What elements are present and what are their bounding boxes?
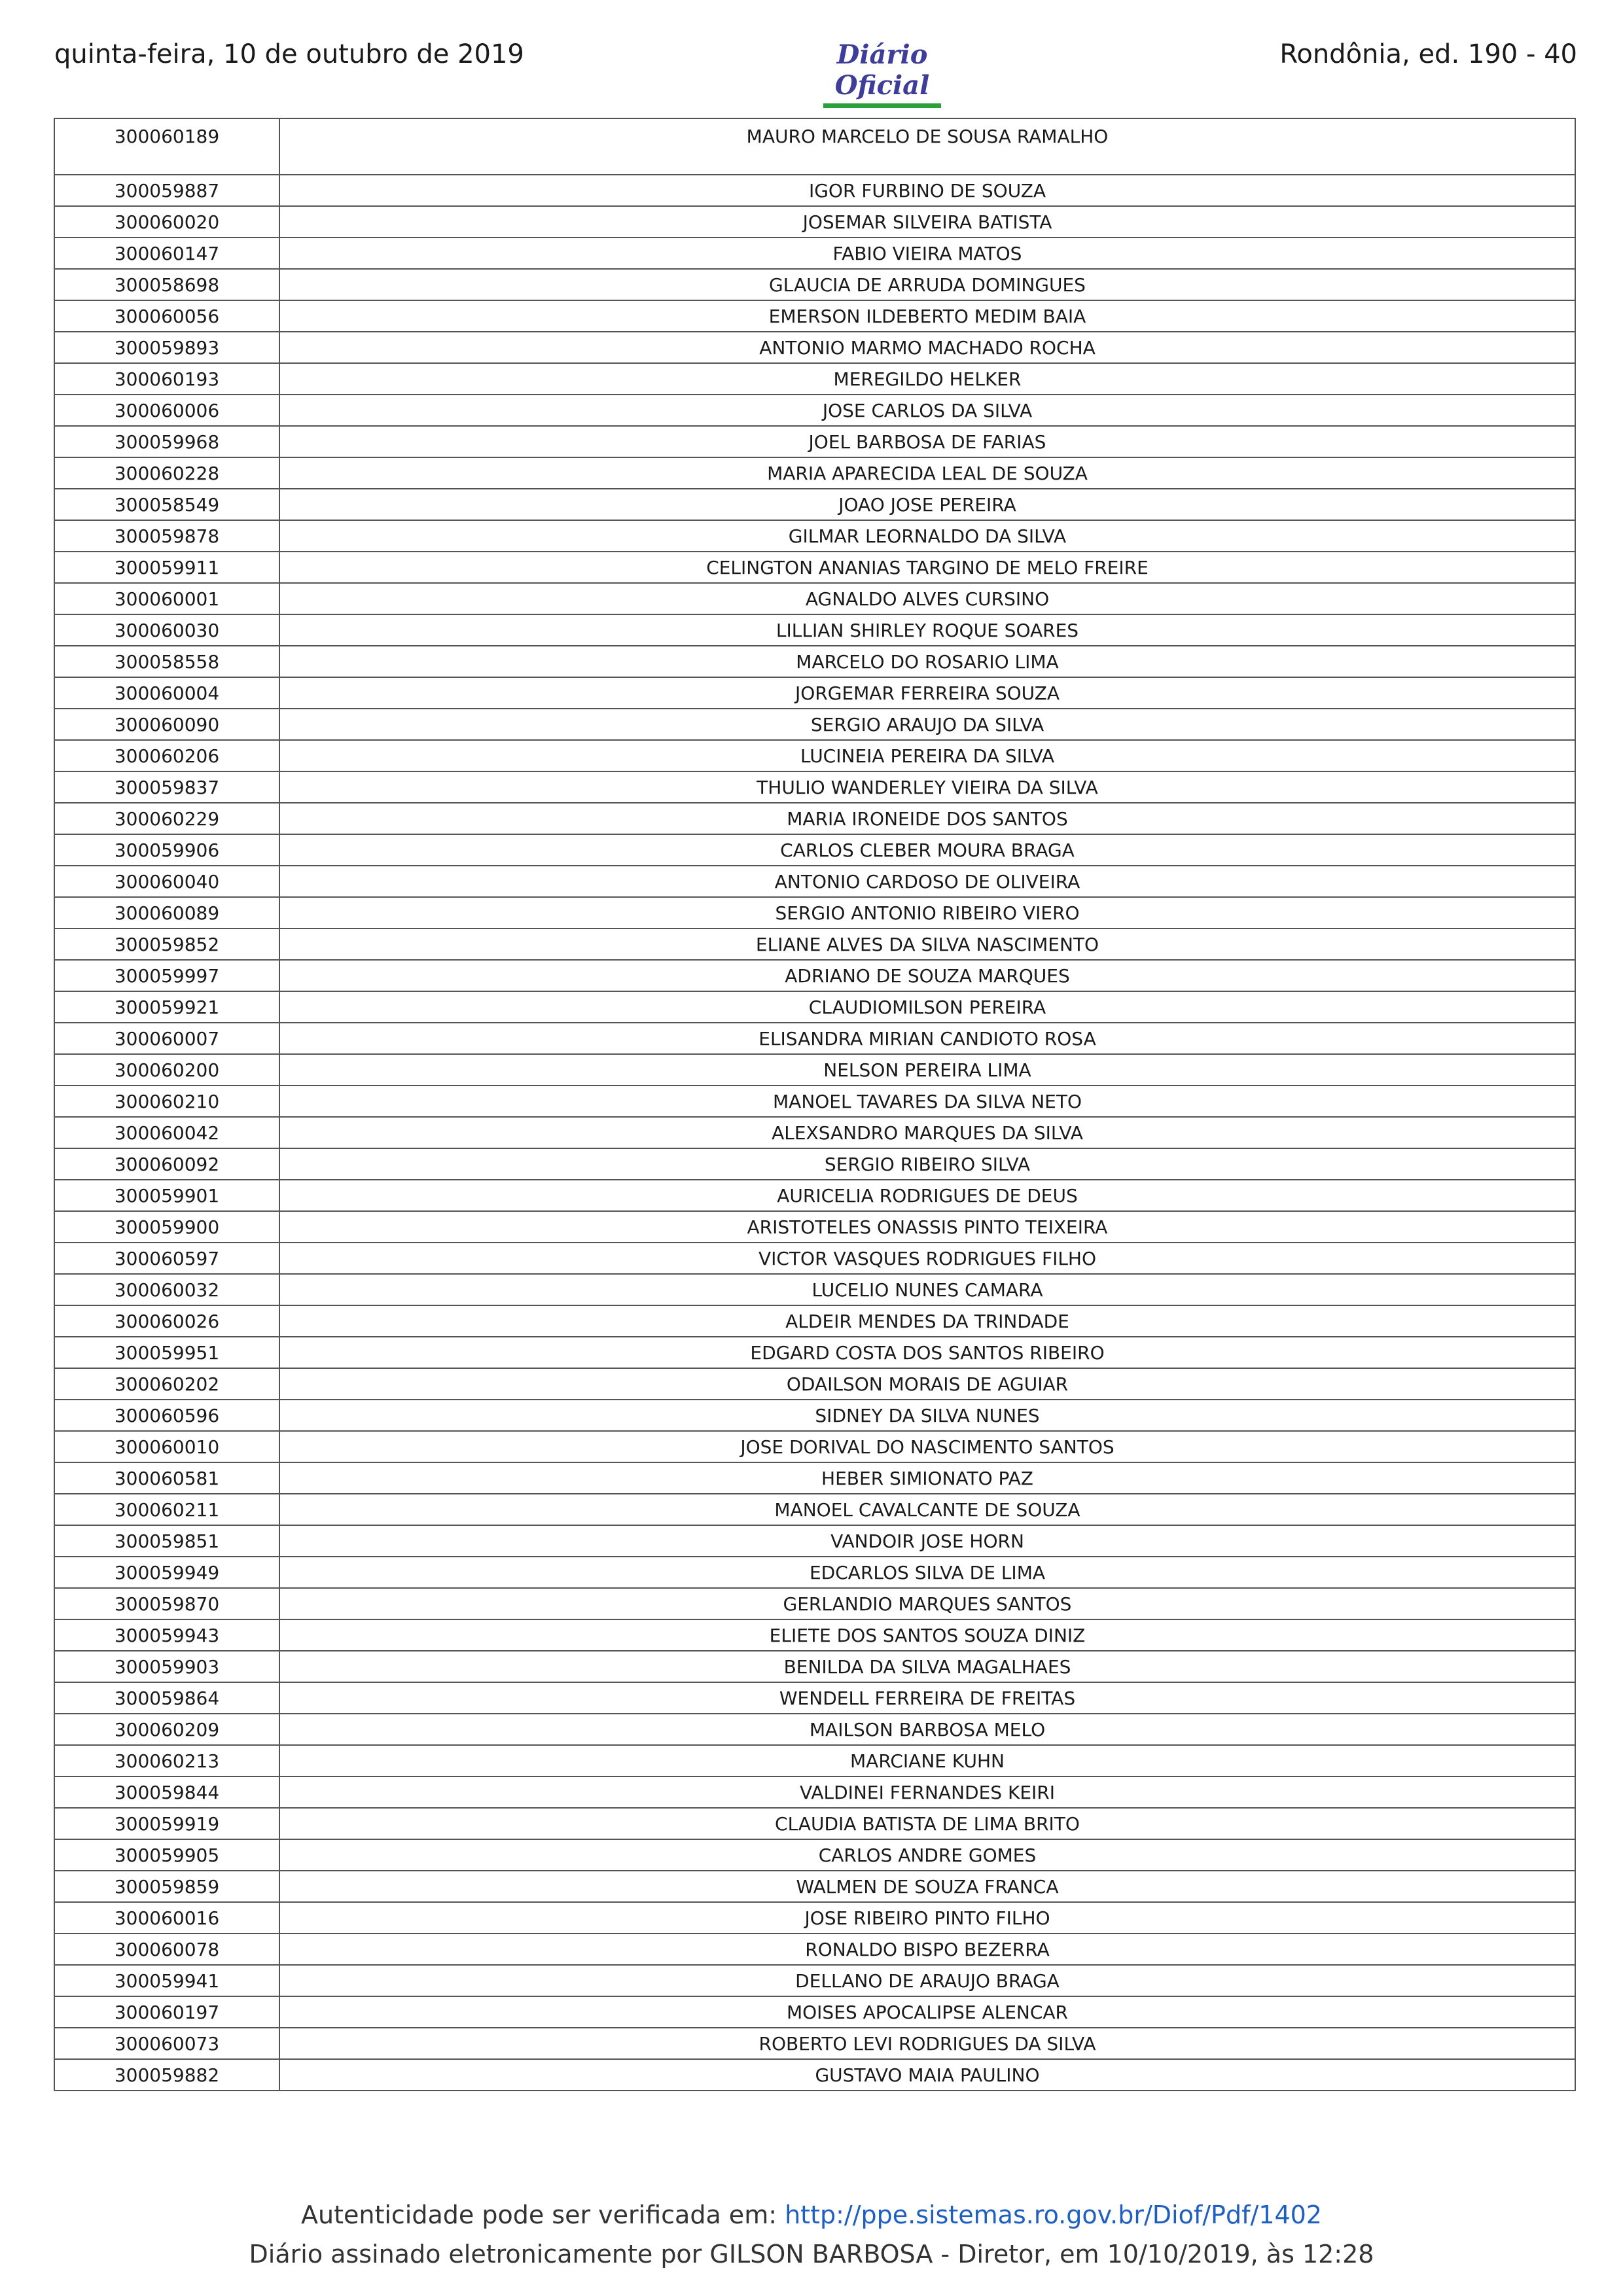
record-name-cell: BENILDA DA SILVA MAGALHAES (279, 1651, 1575, 1682)
record-name-cell: SERGIO RIBEIRO SILVA (279, 1148, 1575, 1180)
record-name-cell: LUCELIO NUNES CAMARA (279, 1274, 1575, 1305)
table-row (54, 1462, 1575, 1494)
record-name-cell: ELIETE DOS SANTOS SOUZA DINIZ (279, 1619, 1575, 1651)
record-id-cell: 300058549 (54, 489, 279, 520)
table-row (54, 1525, 1575, 1557)
record-name-cell: MAURO MARCELO DE SOUSA RAMALHO (279, 118, 1575, 175)
table-row (54, 897, 1575, 928)
table-row (54, 363, 1575, 395)
table-row (54, 1839, 1575, 1871)
table-row (54, 614, 1575, 646)
record-name-cell: ADRIANO DE SOUZA MARQUES (279, 960, 1575, 991)
record-id-cell: 300060206 (54, 740, 279, 771)
logo-text: Diário Oficial (834, 39, 930, 101)
record-name-cell: CELINGTON ANANIAS TARGINO DE MELO FREIRE (279, 552, 1575, 583)
record-name-cell: DELLANO DE ARAUJO BRAGA (279, 1965, 1575, 1996)
record-id-cell: 300059887 (54, 175, 279, 206)
table-row (54, 1368, 1575, 1400)
record-id-cell: 300059949 (54, 1557, 279, 1588)
record-id-cell: 300060210 (54, 1086, 279, 1117)
record-name-cell: JOAO JOSE PEREIRA (279, 489, 1575, 520)
record-name-cell: LUCINEIA PEREIRA DA SILVA (279, 740, 1575, 771)
record-id-cell: 300059852 (54, 928, 279, 960)
signature-line: Diário assinado eletronicamente por GILSON BARBOSA - Diretor, em 10/10/2019, às 12:28 (249, 2240, 1374, 2269)
record-id-cell: 300060189 (54, 118, 279, 175)
table-row (54, 1745, 1575, 1776)
record-id-cell: 300060197 (54, 1996, 279, 2028)
record-name-cell: VANDOIR JOSE HORN (279, 1525, 1575, 1557)
record-id-cell: 300060004 (54, 677, 279, 709)
table-row (54, 1274, 1575, 1305)
record-id-cell: 300060073 (54, 2028, 279, 2059)
record-name-cell: GILMAR LEORNALDO DA SILVA (279, 520, 1575, 552)
table-row (54, 269, 1575, 300)
table-row (54, 1871, 1575, 1902)
table-row (54, 1934, 1575, 1965)
record-name-cell: MARCIANE KUHN (279, 1745, 1575, 1776)
records-table-body (54, 118, 1575, 2091)
table-row (54, 866, 1575, 897)
record-id-cell: 300060597 (54, 1243, 279, 1274)
record-name-cell: CARLOS ANDRE GOMES (279, 1839, 1575, 1871)
record-id-cell: 300059906 (54, 834, 279, 866)
table-row (54, 646, 1575, 677)
page-footer (0, 2195, 1623, 2274)
record-name-cell: JOSE CARLOS DA SILVA (279, 395, 1575, 426)
record-name-cell: JOSE DORIVAL DO NASCIMENTO SANTOS (279, 1431, 1575, 1462)
record-id-cell: 300059893 (54, 332, 279, 363)
record-id-cell: 300060001 (54, 583, 279, 614)
table-row (54, 1337, 1575, 1368)
record-id-cell: 300060090 (54, 709, 279, 740)
record-name-cell: JOEL BARBOSA DE FARIAS (279, 426, 1575, 457)
page-header (54, 34, 1577, 101)
record-id-cell: 300059941 (54, 1965, 279, 1996)
logo-underline (823, 103, 941, 108)
record-id-cell: 300060010 (54, 1431, 279, 1462)
record-name-cell: ELISANDRA MIRIAN CANDIOTO ROSA (279, 1023, 1575, 1054)
table-row (54, 1023, 1575, 1054)
record-name-cell: IGOR FURBINO DE SOUZA (279, 175, 1575, 206)
table-row (54, 1494, 1575, 1525)
record-id-cell: 300059859 (54, 1871, 279, 1902)
record-id-cell: 300060056 (54, 300, 279, 332)
record-name-cell: VICTOR VASQUES RODRIGUES FILHO (279, 1243, 1575, 1274)
record-id-cell: 300059997 (54, 960, 279, 991)
record-name-cell: ROBERTO LEVI RODRIGUES DA SILVA (279, 2028, 1575, 2059)
table-row (54, 771, 1575, 803)
table-row (54, 395, 1575, 426)
record-id-cell: 300059901 (54, 1180, 279, 1211)
record-name-cell: EMERSON ILDEBERTO MEDIM BAIA (279, 300, 1575, 332)
table-row (54, 2059, 1575, 2091)
verification-link[interactable]: http://ppe.sistemas.ro.gov.br/Diof/Pdf/1402 (785, 2200, 1322, 2229)
record-name-cell: VALDINEI FERNANDES KEIRI (279, 1776, 1575, 1808)
record-id-cell: 300060147 (54, 238, 279, 269)
table-row (54, 520, 1575, 552)
table-row (54, 1305, 1575, 1337)
record-id-cell: 300060229 (54, 803, 279, 834)
records-table (54, 118, 1576, 2091)
record-id-cell: 300060016 (54, 1902, 279, 1934)
table-row (54, 1400, 1575, 1431)
table-row (54, 238, 1575, 269)
record-id-cell: 300059864 (54, 1682, 279, 1714)
record-id-cell: 300060030 (54, 614, 279, 646)
table-row (54, 1211, 1575, 1243)
table-row (54, 1148, 1575, 1180)
record-name-cell: ANTONIO MARMO MACHADO ROCHA (279, 332, 1575, 363)
record-id-cell: 300060032 (54, 1274, 279, 1305)
record-name-cell: GLAUCIA DE ARRUDA DOMINGUES (279, 269, 1575, 300)
record-name-cell: MOISES APOCALIPSE ALENCAR (279, 1996, 1575, 2028)
record-id-cell: 300059837 (54, 771, 279, 803)
record-id-cell: 300059943 (54, 1619, 279, 1651)
record-id-cell: 300059870 (54, 1588, 279, 1619)
table-row (54, 2028, 1575, 2059)
verification-line (0, 2195, 1623, 2234)
table-row (54, 118, 1575, 175)
record-name-cell: ANTONIO CARDOSO DE OLIVEIRA (279, 866, 1575, 897)
record-id-cell: 300060026 (54, 1305, 279, 1337)
table-row (54, 1996, 1575, 2028)
record-id-cell: 300060596 (54, 1400, 279, 1431)
table-row (54, 803, 1575, 834)
record-name-cell: JOSEMAR SILVEIRA BATISTA (279, 206, 1575, 238)
record-name-cell: MANOEL CAVALCANTE DE SOUZA (279, 1494, 1575, 1525)
record-name-cell: ODAILSON MORAIS DE AGUIAR (279, 1368, 1575, 1400)
record-name-cell: SERGIO ANTONIO RIBEIRO VIERO (279, 897, 1575, 928)
table-row (54, 677, 1575, 709)
table-row (54, 1965, 1575, 1996)
table-row (54, 740, 1575, 771)
record-id-cell: 300060020 (54, 206, 279, 238)
record-name-cell: JOSE RIBEIRO PINTO FILHO (279, 1902, 1575, 1934)
record-id-cell: 300060007 (54, 1023, 279, 1054)
table-row (54, 1714, 1575, 1745)
record-name-cell: EDCARLOS SILVA DE LIMA (279, 1557, 1575, 1588)
table-row (54, 709, 1575, 740)
table-row (54, 960, 1575, 991)
record-id-cell: 300059905 (54, 1839, 279, 1871)
record-id-cell: 300059968 (54, 426, 279, 457)
record-name-cell: MAILSON BARBOSA MELO (279, 1714, 1575, 1745)
table-row (54, 1086, 1575, 1117)
table-row (54, 552, 1575, 583)
record-id-cell: 300059878 (54, 520, 279, 552)
record-id-cell: 300060040 (54, 866, 279, 897)
record-id-cell: 300059903 (54, 1651, 279, 1682)
record-id-cell: 300060006 (54, 395, 279, 426)
record-id-cell: 300060092 (54, 1148, 279, 1180)
record-name-cell: NELSON PEREIRA LIMA (279, 1054, 1575, 1086)
record-name-cell: EDGARD COSTA DOS SANTOS RIBEIRO (279, 1337, 1575, 1368)
table-row (54, 489, 1575, 520)
record-id-cell: 300059844 (54, 1776, 279, 1808)
table-row (54, 991, 1575, 1023)
record-id-cell: 300059921 (54, 991, 279, 1023)
record-id-cell: 300058698 (54, 269, 279, 300)
table-row (54, 1902, 1575, 1934)
table-row (54, 457, 1575, 489)
record-name-cell: LILLIAN SHIRLEY ROQUE SOARES (279, 614, 1575, 646)
record-id-cell: 300060202 (54, 1368, 279, 1400)
table-row (54, 1243, 1575, 1274)
record-name-cell: ALDEIR MENDES DA TRINDADE (279, 1305, 1575, 1337)
table-row (54, 1557, 1575, 1588)
record-name-cell: HEBER SIMIONATO PAZ (279, 1462, 1575, 1494)
table-row (54, 426, 1575, 457)
table-row (54, 1682, 1575, 1714)
table-row (54, 300, 1575, 332)
table-row (54, 1117, 1575, 1148)
record-name-cell: AGNALDO ALVES CURSINO (279, 583, 1575, 614)
record-id-cell: 300059851 (54, 1525, 279, 1557)
table-row (54, 928, 1575, 960)
record-name-cell: ALEXSANDRO MARQUES DA SILVA (279, 1117, 1575, 1148)
header-edition: Rondônia, ed. 190 - 40 (1279, 39, 1577, 69)
record-id-cell: 300060078 (54, 1934, 279, 1965)
table-row (54, 1619, 1575, 1651)
record-name-cell: GERLANDIO MARQUES SANTOS (279, 1588, 1575, 1619)
record-id-cell: 300060228 (54, 457, 279, 489)
verification-label: Autenticidade pode ser verificada em: (301, 2200, 785, 2229)
record-id-cell: 300059911 (54, 552, 279, 583)
record-id-cell: 300060200 (54, 1054, 279, 1086)
record-name-cell: SIDNEY DA SILVA NUNES (279, 1400, 1575, 1431)
record-id-cell: 300059900 (54, 1211, 279, 1243)
table-row (54, 206, 1575, 238)
record-name-cell: MARIA APARECIDA LEAL DE SOUZA (279, 457, 1575, 489)
table-row (54, 583, 1575, 614)
record-name-cell: MARIA IRONEIDE DOS SANTOS (279, 803, 1575, 834)
record-id-cell: 300060211 (54, 1494, 279, 1525)
record-name-cell: AURICELIA RODRIGUES DE DEUS (279, 1180, 1575, 1211)
record-id-cell: 300058558 (54, 646, 279, 677)
record-name-cell: MARCELO DO ROSARIO LIMA (279, 646, 1575, 677)
table-row (54, 1808, 1575, 1839)
record-name-cell: JORGEMAR FERREIRA SOUZA (279, 677, 1575, 709)
record-name-cell: THULIO WANDERLEY VIEIRA DA SILVA (279, 771, 1575, 803)
record-name-cell: WENDELL FERREIRA DE FREITAS (279, 1682, 1575, 1714)
logo (777, 39, 988, 108)
record-name-cell: ARISTOTELES ONASSIS PINTO TEIXEIRA (279, 1211, 1575, 1243)
record-name-cell: CARLOS CLEBER MOURA BRAGA (279, 834, 1575, 866)
table-row (54, 1180, 1575, 1211)
table-row (54, 1054, 1575, 1086)
record-id-cell: 300060213 (54, 1745, 279, 1776)
record-id-cell: 300060089 (54, 897, 279, 928)
table-row (54, 1651, 1575, 1682)
record-id-cell: 300059951 (54, 1337, 279, 1368)
record-id-cell: 300060193 (54, 363, 279, 395)
record-name-cell: MANOEL TAVARES DA SILVA NETO (279, 1086, 1575, 1117)
record-id-cell: 300060581 (54, 1462, 279, 1494)
header-date: quinta-feira, 10 de outubro de 2019 (54, 39, 524, 69)
record-name-cell: GUSTAVO MAIA PAULINO (279, 2059, 1575, 2091)
record-name-cell: CLAUDIA BATISTA DE LIMA BRITO (279, 1808, 1575, 1839)
record-name-cell: MEREGILDO HELKER (279, 363, 1575, 395)
table-row (54, 834, 1575, 866)
table-row (54, 1776, 1575, 1808)
record-name-cell: FABIO VIEIRA MATOS (279, 238, 1575, 269)
record-name-cell: RONALDO BISPO BEZERRA (279, 1934, 1575, 1965)
table-row (54, 1588, 1575, 1619)
record-id-cell: 300059882 (54, 2059, 279, 2091)
table-row (54, 175, 1575, 206)
record-name-cell: ELIANE ALVES DA SILVA NASCIMENTO (279, 928, 1575, 960)
record-id-cell: 300059919 (54, 1808, 279, 1839)
table-row (54, 332, 1575, 363)
table-row (54, 1431, 1575, 1462)
record-name-cell: CLAUDIOMILSON PEREIRA (279, 991, 1575, 1023)
record-id-cell: 300060042 (54, 1117, 279, 1148)
record-id-cell: 300060209 (54, 1714, 279, 1745)
record-name-cell: WALMEN DE SOUZA FRANCA (279, 1871, 1575, 1902)
record-name-cell: SERGIO ARAUJO DA SILVA (279, 709, 1575, 740)
